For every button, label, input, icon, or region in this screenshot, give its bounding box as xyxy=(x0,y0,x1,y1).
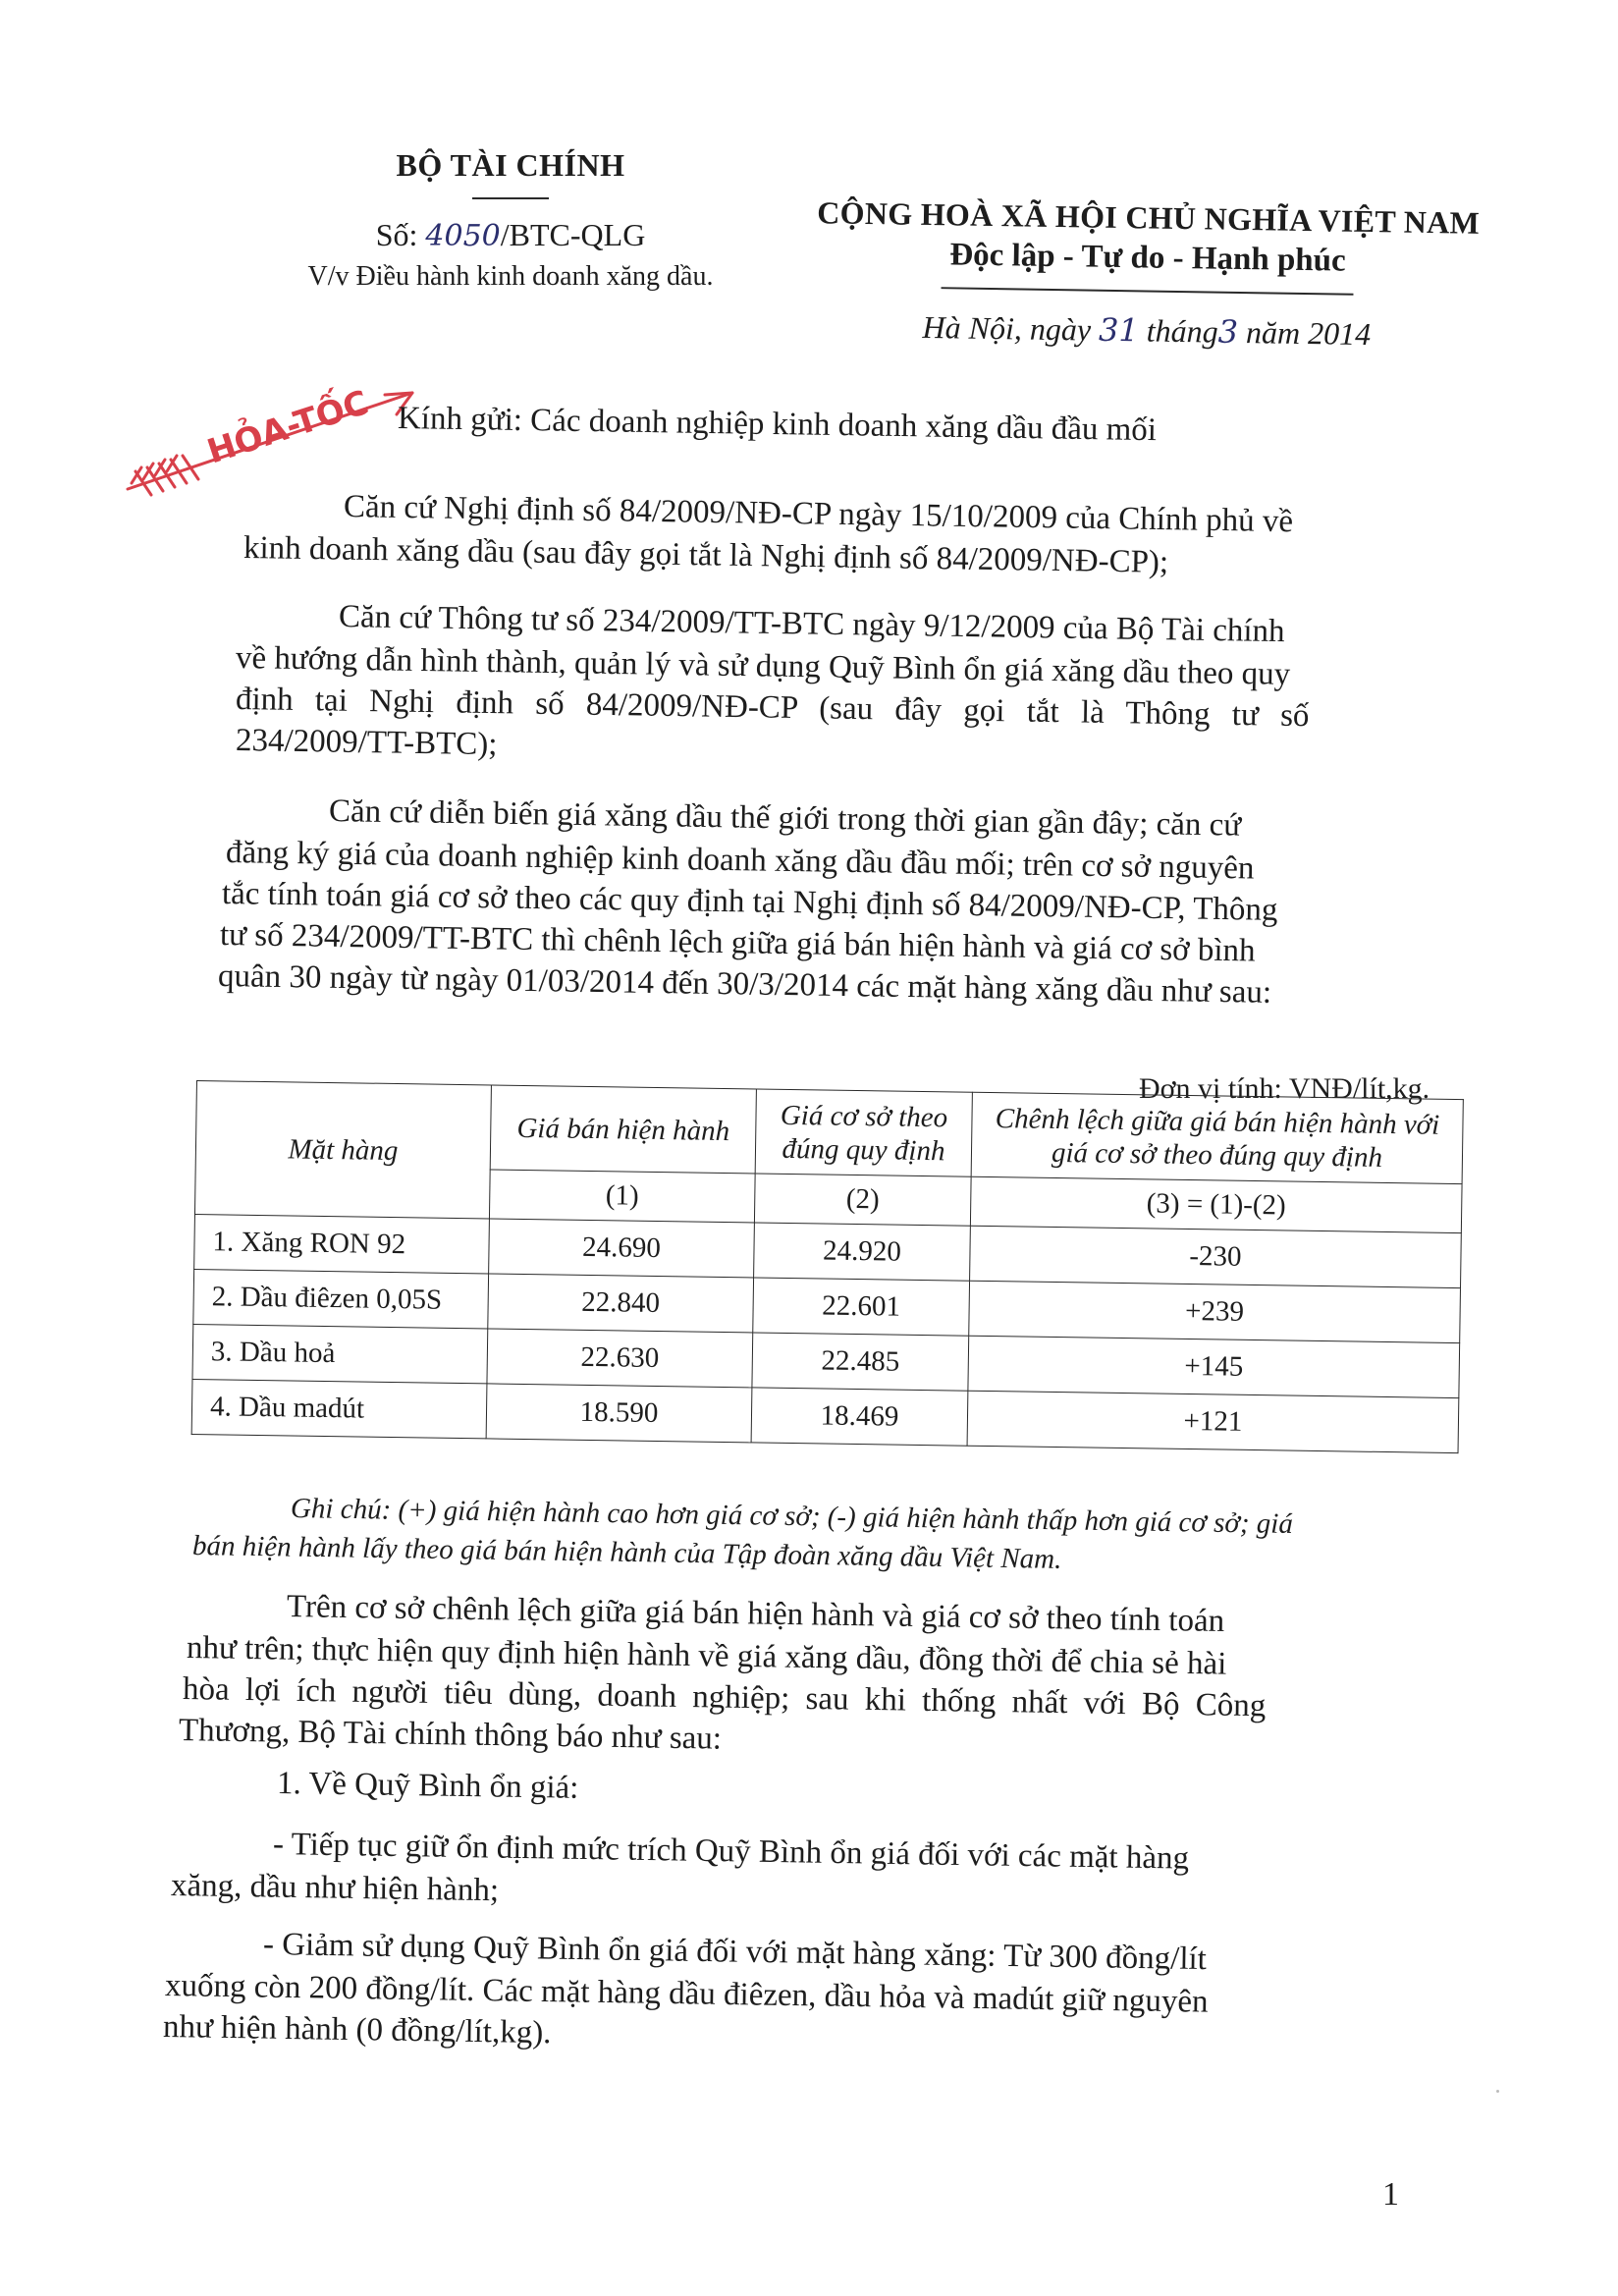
row-diff: -230 xyxy=(970,1226,1462,1287)
bullet1-line-1: - Tiếp tục giữ ổn định mức trích Quỹ Bình ổn giá đối với các mặt hàng xyxy=(272,1827,1190,1877)
unit-label: Đơn vị tính: VNĐ/lít,kg. xyxy=(1139,1072,1430,1105)
para2-line-3: định tại Nghị định số 84/2009/NĐ-CP (sau đây gọi tắt là Thông tư số xyxy=(235,682,1310,735)
row-name: 2. Dầu điêzen 0,05S xyxy=(193,1269,489,1328)
issuer-block xyxy=(295,147,727,293)
doc-no-handwritten: 4050 xyxy=(425,219,501,253)
header-base-price: Giá cơ sở theo đúng quy định xyxy=(755,1089,972,1176)
price-table xyxy=(190,1080,1463,1502)
para2-line-4: 234/2009/TT-BTC); xyxy=(235,723,498,763)
row-base: 22.485 xyxy=(752,1333,969,1391)
section1-title: 1. Về Quỹ Bình ổn giá: xyxy=(276,1766,579,1806)
row-diff: +121 xyxy=(967,1391,1459,1452)
note-line-2: bán hiện hành lấy theo giá bán hiện hành của Tập đoàn xăng dầu Việt Nam. xyxy=(191,1530,1062,1575)
date-month: 3 xyxy=(1217,312,1239,351)
para3-line-5: quân 30 ngày từ ngày 01/03/2014 đến 30/3/2014 các mặt hàng xăng dầu như sau: xyxy=(217,958,1272,1011)
page-number: 1 xyxy=(1382,2176,1399,2213)
para2-line-1: Căn cứ Thông tư số 234/2009/TT-BTC ngày 9/12/2009 của Bộ Tài chính xyxy=(338,599,1285,650)
national-header xyxy=(803,194,1492,355)
date-day: 31 xyxy=(1098,310,1140,350)
para4-line-3: hòa lợi ích người tiêu dùng, doanh nghiệp; sau khi thống nhất với Bộ Công xyxy=(182,1671,1267,1724)
row-current: 22.840 xyxy=(488,1274,754,1333)
nation-name: CỘNG HOÀ XÃ HỘI CHỦ NGHĨA VIỆT NAM xyxy=(816,194,1481,241)
para4-line-1: Trên cơ sở chênh lệch giữa giá bán hiện hành và giá cơ sở theo tính toán xyxy=(286,1589,1225,1640)
para1-line-1: Căn cứ Nghị định số 84/2009/NĐ-CP ngày 15/10/2009 của Chính phủ về xyxy=(343,489,1294,540)
stamp-text: HỎA-TỐC xyxy=(202,383,374,472)
para3-line-2: đăng ký giá của doanh nghiệp kinh doanh xăng dầu đầu mối; trên cơ sở nguyên xyxy=(225,835,1255,887)
motto-underline xyxy=(942,287,1354,296)
doc-no-prefix: Số: xyxy=(375,217,418,252)
recipient-line: Kính gửi: Các doanh nghiệp kinh doanh xăng dầu đầu mối xyxy=(397,401,1158,449)
row-base: 24.920 xyxy=(754,1223,971,1281)
note-line-1: Ghi chú: (+) giá hiện hành cao hơn giá cơ sở; (-) giá hiện hành thấp hơn giá cơ sở; giá xyxy=(290,1493,1294,1541)
para3-line-1: Căn cứ diễn biến giá xăng dầu thế giới trong thời gian gần đây; căn cứ xyxy=(328,793,1242,844)
header-current-price: Giá bán hiện hành xyxy=(490,1085,756,1174)
header-item: Mặt hàng xyxy=(194,1081,491,1219)
agency-name: BỘ TÀI CHÍNH xyxy=(396,147,625,183)
para4-line-2: như trên; thực hiện quy định hiện hành về giá xăng dầu, đồng thời để chia sẻ hài xyxy=(186,1630,1227,1682)
row-name: 1. Xăng RON 92 xyxy=(194,1214,490,1273)
document-subject: V/v Điều hành kinh doanh xăng dầu. xyxy=(307,261,714,292)
row-name: 4. Dầu madút xyxy=(191,1379,487,1438)
date-prefix: Hà Nội, ngày xyxy=(922,308,1092,348)
row-current: 22.630 xyxy=(487,1329,753,1388)
national-motto: Độc lập - Tự do - Hạnh phúc xyxy=(949,237,1346,279)
scan-speck xyxy=(1496,2090,1499,2093)
table-header-row xyxy=(195,1081,1463,1184)
bullet2-line-3: như hiện hành (0 đồng/lít,kg). xyxy=(162,2009,552,2051)
row-base: 22.601 xyxy=(753,1278,970,1336)
para3-line-4: tư số 234/2009/TT-BTC thì chênh lệch giữa giá bán hiện hành và giá cơ sở bình xyxy=(219,917,1256,969)
bullet2-line-2: xuống còn 200 đồng/lít. Các mặt hàng dầu điêzen, dầu hỏa và madút giữ nguyên xyxy=(164,1968,1209,2020)
date-year: năm 2014 xyxy=(1245,314,1372,353)
bullet2-line-1: - Giảm sử dụng Quỹ Bình ổn giá đối với mặt hàng xăng: Từ 300 đồng/lít xyxy=(262,1927,1208,1978)
para3-line-3: tắc tính toán giá cơ sở theo các quy định tại Nghị định số 84/2009/NĐ-CP, Thông xyxy=(221,876,1278,928)
dateline xyxy=(803,306,1491,355)
row-diff: +239 xyxy=(969,1281,1461,1342)
agency-underline xyxy=(472,197,549,199)
row-diff: +145 xyxy=(968,1336,1460,1397)
para4-line-4: Thương, Bộ Tài chính thông báo như sau: xyxy=(178,1713,723,1757)
row-base: 18.469 xyxy=(751,1388,968,1446)
row-current: 24.690 xyxy=(489,1219,755,1278)
date-month-label: tháng xyxy=(1146,312,1218,350)
code-3: (3) = (1)-(2) xyxy=(970,1176,1462,1232)
para2-line-2: về hướng dẫn hình thành, quản lý và sử dụng Quỹ Bình ổn giá xăng dầu theo quy xyxy=(235,640,1291,692)
para1-line-2: kinh doanh xăng dầu (sau đây gọi tắt là Nghị định số 84/2009/NĐ-CP); xyxy=(243,530,1169,580)
document-number xyxy=(295,217,727,253)
code-1: (1) xyxy=(489,1170,755,1223)
doc-no-suffix: /BTC-QLG xyxy=(500,217,646,252)
row-name: 3. Dầu hoả xyxy=(192,1324,488,1383)
code-2: (2) xyxy=(754,1174,971,1226)
bullet1-line-2: xăng, dầu như hiện hành; xyxy=(170,1868,500,1909)
header-difference: Chênh lệch giữa giá bán hiện hành với giá cơ sở theo đúng quy định xyxy=(971,1092,1463,1183)
row-current: 18.590 xyxy=(486,1384,752,1443)
